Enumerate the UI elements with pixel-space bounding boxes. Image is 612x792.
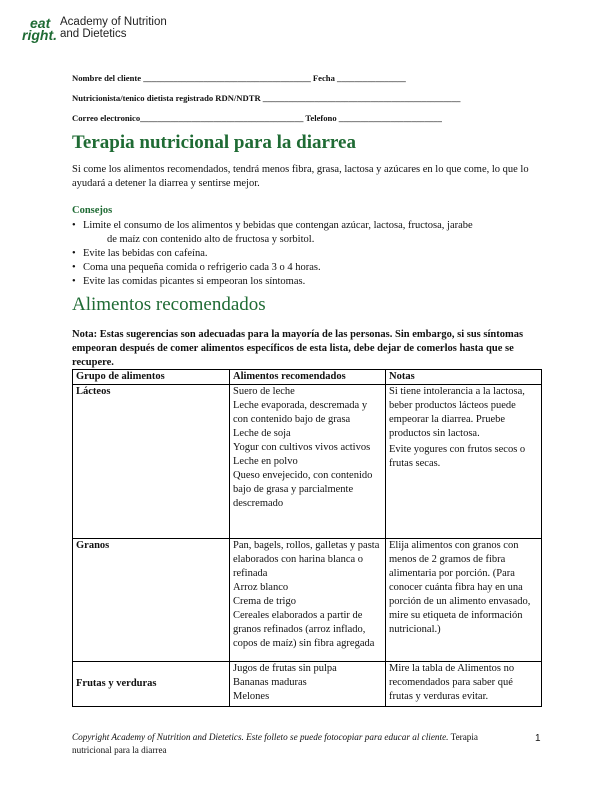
foods-cell [230, 539, 386, 662]
notes-cell [386, 539, 542, 662]
eatright-logo-mark [22, 16, 58, 44]
food-item: Yogur con cultivos vivos activos [233, 442, 371, 453]
note-text: Elija alimentos con granos con menos de 2 gramos de fibra alimentaria por porción. (Para conocer cuánta fibra hay en una porción de un alimento envasado, mire su etiqueta de información nutricional.) [389, 540, 531, 635]
table-header-row [73, 370, 542, 385]
academy-logo [22, 16, 182, 46]
tip-item [72, 261, 542, 275]
logo-mark-bottom: right. [22, 27, 57, 43]
logo-mark-top: eat [30, 15, 51, 31]
page-number: 1 [535, 733, 541, 744]
intro-paragraph: Si come los alimentos recomendados, tendrá menos fibra, grasa, lactosa y azúcares en lo que come, lo que lo ayudará a detener la diarrea y sentirse mejor. [72, 164, 529, 189]
tip-item [72, 275, 542, 289]
organization-name: Academy of Nutrition and Dietetics [60, 16, 167, 40]
tip-text: Evite las bebidas con cafeína. [83, 248, 208, 259]
section-title: Alimentos recomendados [72, 294, 266, 315]
food-item: Suero de leche [233, 386, 295, 397]
column-header-notes: Notas [386, 370, 542, 385]
bullet-icon: • [72, 276, 76, 287]
tip-item [72, 247, 542, 261]
client-info-fields [72, 72, 542, 132]
food-group-cell: Lácteos [73, 385, 230, 539]
food-item: Queso envejecido, con contenido bajo de grasa y parcialmente descremado [233, 470, 373, 509]
copyright-notice: Copyright Academy of Nutrition and Dietetics. Este folleto se puede fotocopiar para educar al cliente. [72, 732, 449, 742]
food-group-cell: Granos [73, 539, 230, 662]
food-item: Leche en polvo [233, 456, 298, 467]
note-text: Si tiene intolerancia a la lactosa, beber productos lácteos puede empeorar la diarrea. Pruebe productos sin lactosa. [389, 386, 525, 439]
note-paragraph: Nota: Estas sugerencias son adecuadas para la mayoría de las personas. Sin embargo, si sus síntomas empeoran después de comer alimentos específicos de esta lista, debe dejar de comerlos hasta que se recupere. [72, 329, 524, 368]
tip-text: Limite el consumo de los alimentos y bebidas que contengan azúcar, lactosa, fructosa, jarabe [83, 220, 473, 231]
tip-text: Coma una pequeña comida o refrigerio cada 3 o 4 horas. [83, 262, 321, 273]
foods-cell [230, 385, 386, 539]
page-title: Terapia nutricional para la diarrea [72, 132, 356, 153]
table-row-fruits-vegetables [73, 662, 542, 707]
food-item: Cereales elaborados a partir de granos refinados (arroz inflado, copos de maíz) sin fibra agregada [233, 610, 375, 649]
tips-list [72, 219, 542, 289]
page-footer [72, 731, 502, 757]
foods-cell [230, 662, 386, 707]
food-item: Bananas maduras [233, 677, 307, 688]
food-item: Melones [233, 691, 270, 702]
food-item: Crema de trigo [233, 596, 296, 607]
food-group-cell: Frutas y verduras [73, 662, 230, 707]
recommended-foods-table [72, 369, 542, 707]
tips-heading: Consejos [72, 205, 113, 216]
note-text: Mire la tabla de Alimentos no recomendados para saber qué frutas y verduras evitar. [389, 663, 515, 702]
food-item: Pan, bagels, rollos, galletas y pasta elaborados con harina blanca o refinada [233, 540, 380, 579]
food-item: Leche de soja [233, 428, 291, 439]
dietitian-field[interactable]: Nutricionista/tenico dietista registrado RDN/NDTR ______________________________________________ [72, 93, 461, 103]
email-phone-field[interactable]: Correo electronico______________________________________ Telefono ________________________ [72, 113, 442, 123]
food-item: Leche evaporada, descremada y con contenido bajo de grasa [233, 400, 368, 425]
food-item: Jugos de frutas sin pulpa [233, 663, 337, 674]
tip-item [72, 219, 542, 247]
tip-text-continued: de maíz con contenido alto de fructosa y sorbitol. [107, 234, 315, 245]
bullet-icon: • [72, 248, 76, 259]
table-row-grains [73, 539, 542, 662]
bullet-icon: • [72, 262, 76, 273]
food-item: Arroz blanco [233, 582, 289, 593]
notes-cell [386, 662, 542, 707]
tip-text: Evite las comidas picantes si empeoran los síntomas. [83, 276, 306, 287]
table-row-dairy [73, 385, 542, 539]
column-header-group: Grupo de alimentos [73, 370, 230, 385]
note-text: Evite yogures con frutos secos o frutas secas. [389, 444, 526, 469]
bullet-icon: • [72, 220, 76, 231]
footer-doc-title: Terapia nutricional para la diarrea [72, 732, 479, 755]
notes-cell [386, 385, 542, 539]
column-header-foods: Alimentos recomendados [230, 370, 386, 385]
client-name-date-field[interactable]: Nombre del cliente _______________________________________ Fecha ________________ [72, 73, 406, 83]
